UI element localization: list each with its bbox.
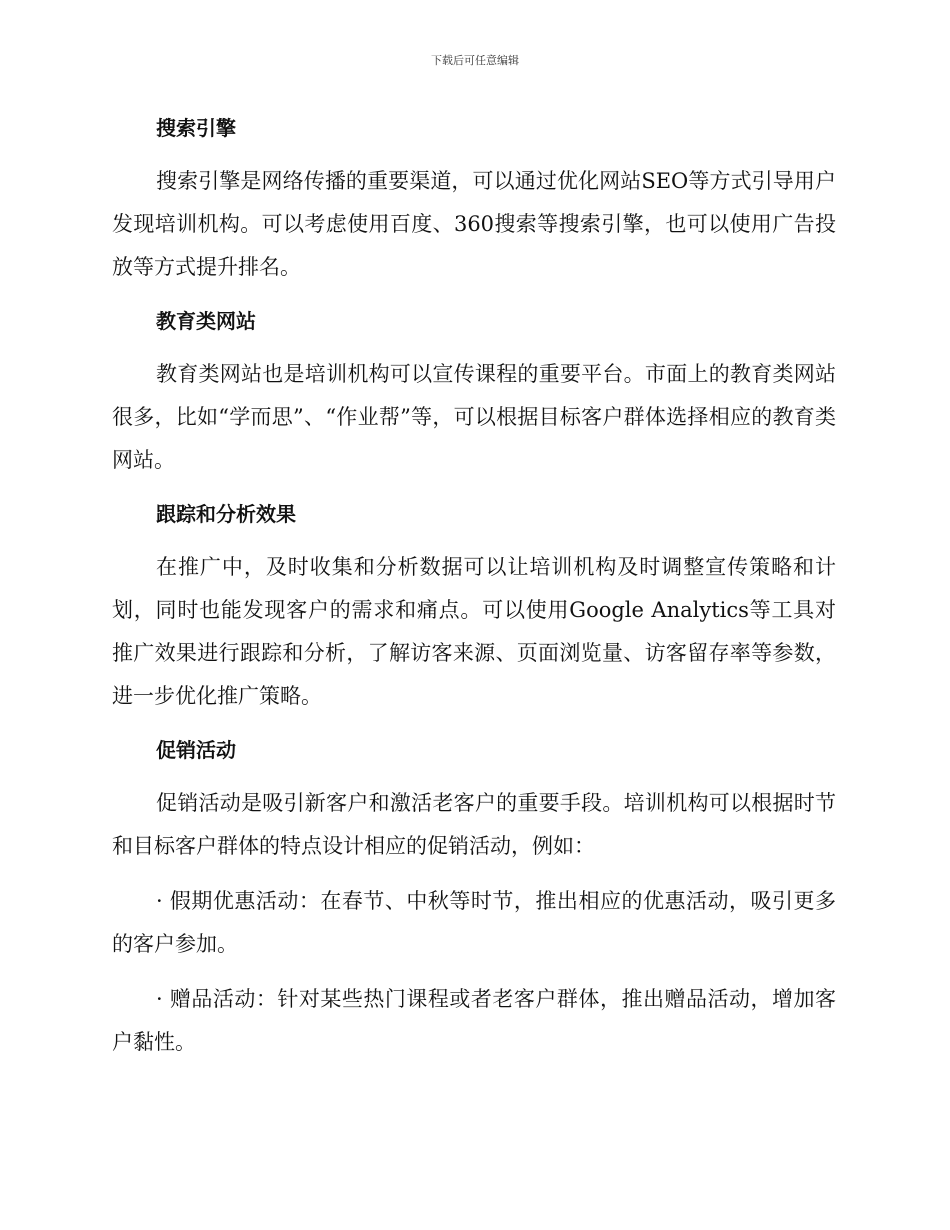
body-paragraph: 促销活动是吸引新客户和激活老客户的重要手段。培训机构可以根据时节和目标客户群体的特点设计相应的促销活动，例如： bbox=[112, 791, 836, 858]
section-tracking-analysis bbox=[112, 494, 836, 730]
header-note: 下载后可任意编辑 bbox=[431, 54, 519, 67]
section-education-websites bbox=[112, 301, 836, 494]
body-paragraph: 在推广中，及时收集和分析数据可以让培训机构及时调整宣传策略和计划，同时也能发现客户的需求和痛点。可以使用Google Analytics等工具对推广效果进行跟踪和分析，了解访客来源、页面浏览量、访客留存率等参数，进一步优化推广策略。 bbox=[112, 555, 836, 708]
body-paragraph: 教育类网站也是培训机构可以宣传课程的重要平台。市面上的教育类网站很多，比如“学而思”、“作业帮”等，可以根据目标客户群体选择相应的教育类网站。 bbox=[112, 362, 836, 472]
section-heading: 促销活动 bbox=[156, 738, 236, 762]
bullet-item: · 赠品活动：针对某些热门课程或者老客户群体，推出赠品活动，增加客户黏性。 bbox=[112, 987, 836, 1054]
body-paragraph: 搜索引擎是网络传播的重要渠道，可以通过优化网站SEO等方式引导用户发现培训机构。可以考虑使用百度、360搜索等搜索引擎，也可以使用广告投放等方式提升排名。 bbox=[112, 169, 836, 279]
section-heading: 教育类网站 bbox=[156, 309, 256, 333]
document-body bbox=[112, 108, 836, 1064]
section-promotions bbox=[112, 730, 836, 1064]
section-heading: 搜索引擎 bbox=[156, 116, 236, 140]
section-search-engine bbox=[112, 108, 836, 301]
section-heading: 跟踪和分析效果 bbox=[156, 502, 296, 526]
bullet-item: · 假期优惠活动：在春节、中秋等时节，推出相应的优惠活动，吸引更多的客户参加。 bbox=[112, 889, 836, 956]
